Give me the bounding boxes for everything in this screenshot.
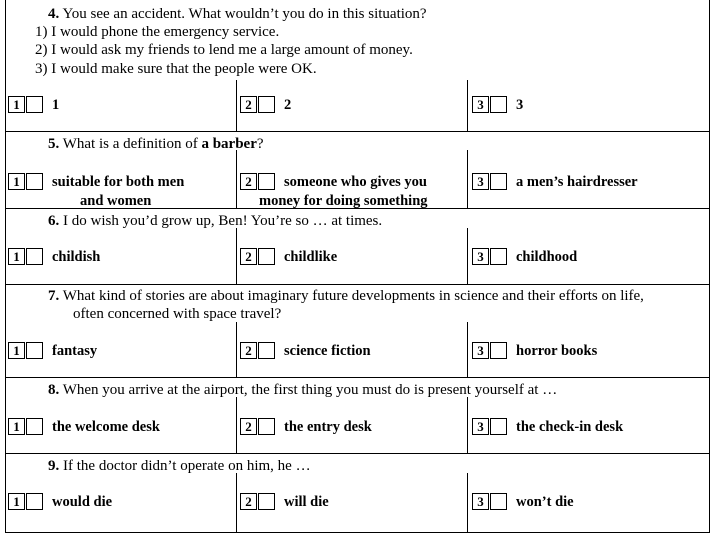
answer-text: the welcome desk — [52, 419, 160, 435]
answer-checkbox[interactable] — [258, 342, 275, 359]
divider — [5, 131, 710, 132]
answer-checkbox[interactable] — [490, 96, 507, 113]
option-number-box: 3 — [472, 418, 489, 435]
answer-checkbox[interactable] — [26, 342, 43, 359]
question-text: What is a definition of — [62, 136, 202, 152]
column-divider — [467, 397, 468, 453]
question-8 — [48, 381, 557, 399]
answer-checkbox[interactable] — [490, 248, 507, 265]
answer-text: the check-in desk — [516, 419, 624, 435]
answer-text: childish — [52, 249, 101, 265]
column-divider — [236, 397, 237, 453]
option-number-box: 1 — [8, 493, 25, 510]
question-number: 8. — [48, 382, 60, 398]
option-number-box: 1 — [8, 418, 25, 435]
answer-checkbox[interactable] — [26, 96, 43, 113]
question-6 — [48, 212, 382, 230]
answer-checkbox[interactable] — [490, 493, 507, 510]
option-number-box: 2 — [240, 248, 257, 265]
answer-checkbox[interactable] — [258, 248, 275, 265]
answer-checkbox[interactable] — [26, 248, 43, 265]
answer-checkbox[interactable] — [258, 96, 275, 113]
answer-checkbox[interactable] — [26, 493, 43, 510]
answer-text: will die — [284, 494, 329, 510]
column-divider — [467, 80, 468, 131]
option-number-box: 1 — [8, 248, 25, 265]
option-number-box: 2 — [240, 493, 257, 510]
question-text: What kind of stories are about imaginary future developments in science and their efforts on life, — [62, 288, 644, 304]
answer-text: childhood — [516, 249, 578, 265]
answer-text: won’t die — [516, 494, 574, 510]
answer-text-line2: and women — [80, 193, 152, 209]
question-7 — [48, 287, 644, 305]
option-number-box: 2 — [240, 342, 257, 359]
answer-text: suitable for both men — [52, 174, 185, 190]
question-text: If the doctor didn’t operate on him, he … — [63, 458, 311, 474]
option-number-box: 3 — [472, 342, 489, 359]
question-text-line2: often concerned with space travel? — [73, 306, 282, 322]
answer-text: fantasy — [52, 343, 98, 359]
question-text: I do wish you’d grow up, Ben! You’re so … at times. — [63, 213, 383, 229]
question-number: 4. — [48, 6, 60, 22]
question-text-end: ? — [256, 136, 264, 152]
answer-text: science fiction — [284, 343, 371, 359]
answer-checkbox[interactable] — [490, 418, 507, 435]
option-number-box: 2 — [240, 96, 257, 113]
option-line: 3) I would make sure that the people were OK. — [35, 61, 317, 77]
column-divider — [467, 228, 468, 284]
option-number-box: 2 — [240, 418, 257, 435]
answer-text: the entry desk — [284, 419, 372, 435]
answer-checkbox[interactable] — [26, 173, 43, 190]
option-number-box: 3 — [472, 248, 489, 265]
option-line: 2) I would ask my friends to lend me a large amount of money. — [35, 42, 413, 58]
answer-checkbox[interactable] — [490, 342, 507, 359]
option-number-box: 3 — [472, 96, 489, 113]
question-number: 7. — [48, 288, 60, 304]
option-line: 1) I would phone the emergency service. — [35, 24, 280, 40]
answer-text: a men’s hairdresser — [516, 174, 638, 190]
answer-text: horror books — [516, 343, 598, 359]
answer-text: 2 — [284, 97, 292, 113]
option-number-box: 3 — [472, 493, 489, 510]
frame-bottom — [5, 532, 710, 533]
question-number: 9. — [48, 458, 60, 474]
column-divider — [467, 322, 468, 377]
question-number: 5. — [48, 136, 60, 152]
option-number-box: 1 — [8, 173, 25, 190]
answer-text: would die — [52, 494, 113, 510]
answer-checkbox[interactable] — [490, 173, 507, 190]
question-keyword: a barber — [201, 136, 257, 152]
answer-text: 1 — [52, 97, 60, 113]
question-9 — [48, 457, 311, 475]
answer-checkbox[interactable] — [258, 173, 275, 190]
divider — [5, 377, 710, 378]
option-number-box: 3 — [472, 173, 489, 190]
answer-text: someone who gives you — [284, 174, 427, 190]
column-divider — [236, 150, 237, 208]
column-divider — [467, 150, 468, 208]
column-divider — [236, 473, 237, 532]
answer-checkbox[interactable] — [258, 493, 275, 510]
question-5 — [48, 135, 264, 153]
answer-checkbox[interactable] — [26, 418, 43, 435]
answer-text: 3 — [516, 97, 524, 113]
divider — [5, 453, 710, 454]
option-number-box: 2 — [240, 173, 257, 190]
divider — [5, 284, 710, 285]
question-4 — [48, 5, 427, 23]
answer-checkbox[interactable] — [258, 418, 275, 435]
question-text: You see an accident. What wouldn’t you do in this situation? — [62, 6, 427, 22]
column-divider — [236, 80, 237, 131]
column-divider — [467, 473, 468, 532]
answer-text: childlike — [284, 249, 338, 265]
option-number-box: 1 — [8, 342, 25, 359]
option-number-box: 1 — [8, 96, 25, 113]
answer-text-line2: money for doing something — [259, 193, 428, 209]
column-divider — [236, 322, 237, 377]
column-divider — [236, 228, 237, 284]
question-number: 6. — [48, 213, 60, 229]
question-text: When you arrive at the airport, the first thing you must do is present yourself at … — [62, 382, 558, 398]
